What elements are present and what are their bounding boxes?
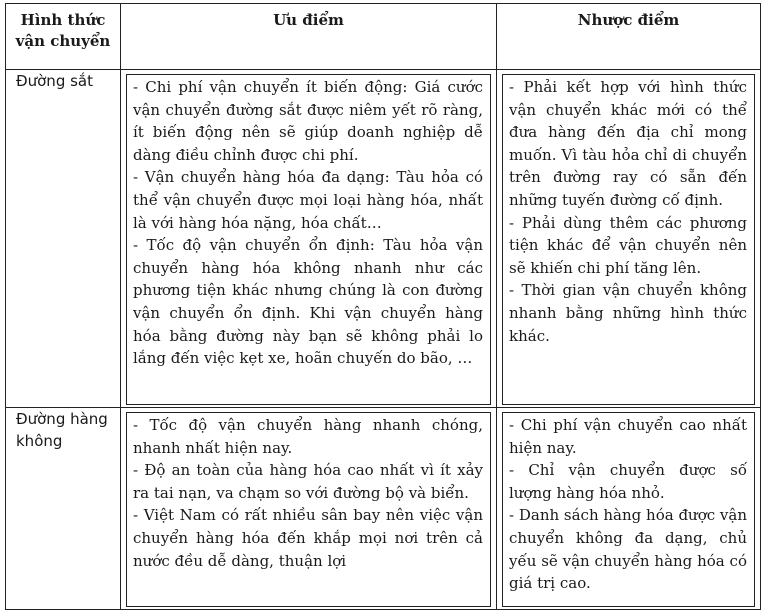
header-advantages: Ưu điểm (121, 4, 497, 70)
list-item: - Tốc độ vận chuyển ổn định: Tàu hỏa vận chuyển hàng hóa không nhanh như các phương tiện khác nhưng chúng là con đường vận chuyển ổn định. Khi vận chuyển hàng hóa bằng đường này bạn sẽ không phải lo lắng đến việc kẹt xe, hoãn chuyến do bão, … (133, 236, 483, 368)
list-item: - Phải kết hợp với hình thức vận chuyển khác mới có thể đưa hàng đến địa chỉ mong muốn. Vì tàu hỏa chỉ di chuyển trên đường ray có sẵn đến những tuyến đường cố định. (509, 78, 747, 209)
advantages-cell (121, 408, 497, 610)
list-item: - Danh sách hàng hóa được vận chuyển không đa dạng, chủ yếu sẽ vận chuyển hàng hóa có giá trị cao. (509, 506, 747, 593)
table-header-row (6, 4, 761, 70)
advantages-cell (121, 70, 497, 408)
list-item: - Thời gian vận chuyển không nhanh bằng những hình thức khác. (509, 281, 747, 345)
list-item: - Chi phí vận chuyển ít biến động: Giá cước vận chuyển đường sắt được niêm yết rõ ràng, ít biến động nên sẽ giúp doanh nghiệp dễ dàng điều chỉnh được chi phí. (133, 78, 483, 164)
list-item: - Độ an toàn của hàng hóa cao nhất vì ít xảy ra tai nạn, va chạm so với đường bộ và biển. (133, 461, 483, 502)
table-row (6, 408, 761, 610)
list-item: - Chỉ vận chuyển được số lượng hàng hóa nhỏ. (509, 461, 747, 502)
row-mode-label: Đường sắt (6, 70, 121, 408)
row-mode-label: Đường hàng không (6, 408, 121, 610)
disadvantages-box (502, 412, 755, 607)
disadvantages-cell (497, 70, 761, 408)
table-row (6, 70, 761, 408)
list-item: - Việt Nam có rất nhiều sân bay nên việc vận chuyển hàng hóa đến khắp mọi nơi trên cả nước đều dễ dàng, thuận lợi (133, 506, 483, 570)
advantages-box (126, 412, 491, 607)
list-item: - Chi phí vận chuyển cao nhất hiện nay. (509, 416, 747, 457)
disadvantages-box (502, 74, 755, 405)
list-item: - Tốc độ vận chuyển hàng nhanh chóng, nhanh nhất hiện nay. (133, 416, 483, 457)
list-item: - Phải dùng thêm các phương tiện khác để vận chuyển nên sẽ khiến chi phí tăng lên. (509, 213, 747, 277)
list-item: - Vận chuyển hàng hóa đa dạng: Tàu hỏa có thể vận chuyển được mọi loại hàng hóa, nhất là với hàng hóa nặng, hóa chất… (133, 168, 483, 232)
header-disadvantages: Nhược điểm (497, 4, 761, 70)
comparison-table (5, 3, 761, 610)
disadvantages-cell (497, 408, 761, 610)
header-mode: Hình thức vận chuyển (6, 4, 121, 70)
advantages-box (126, 74, 491, 405)
